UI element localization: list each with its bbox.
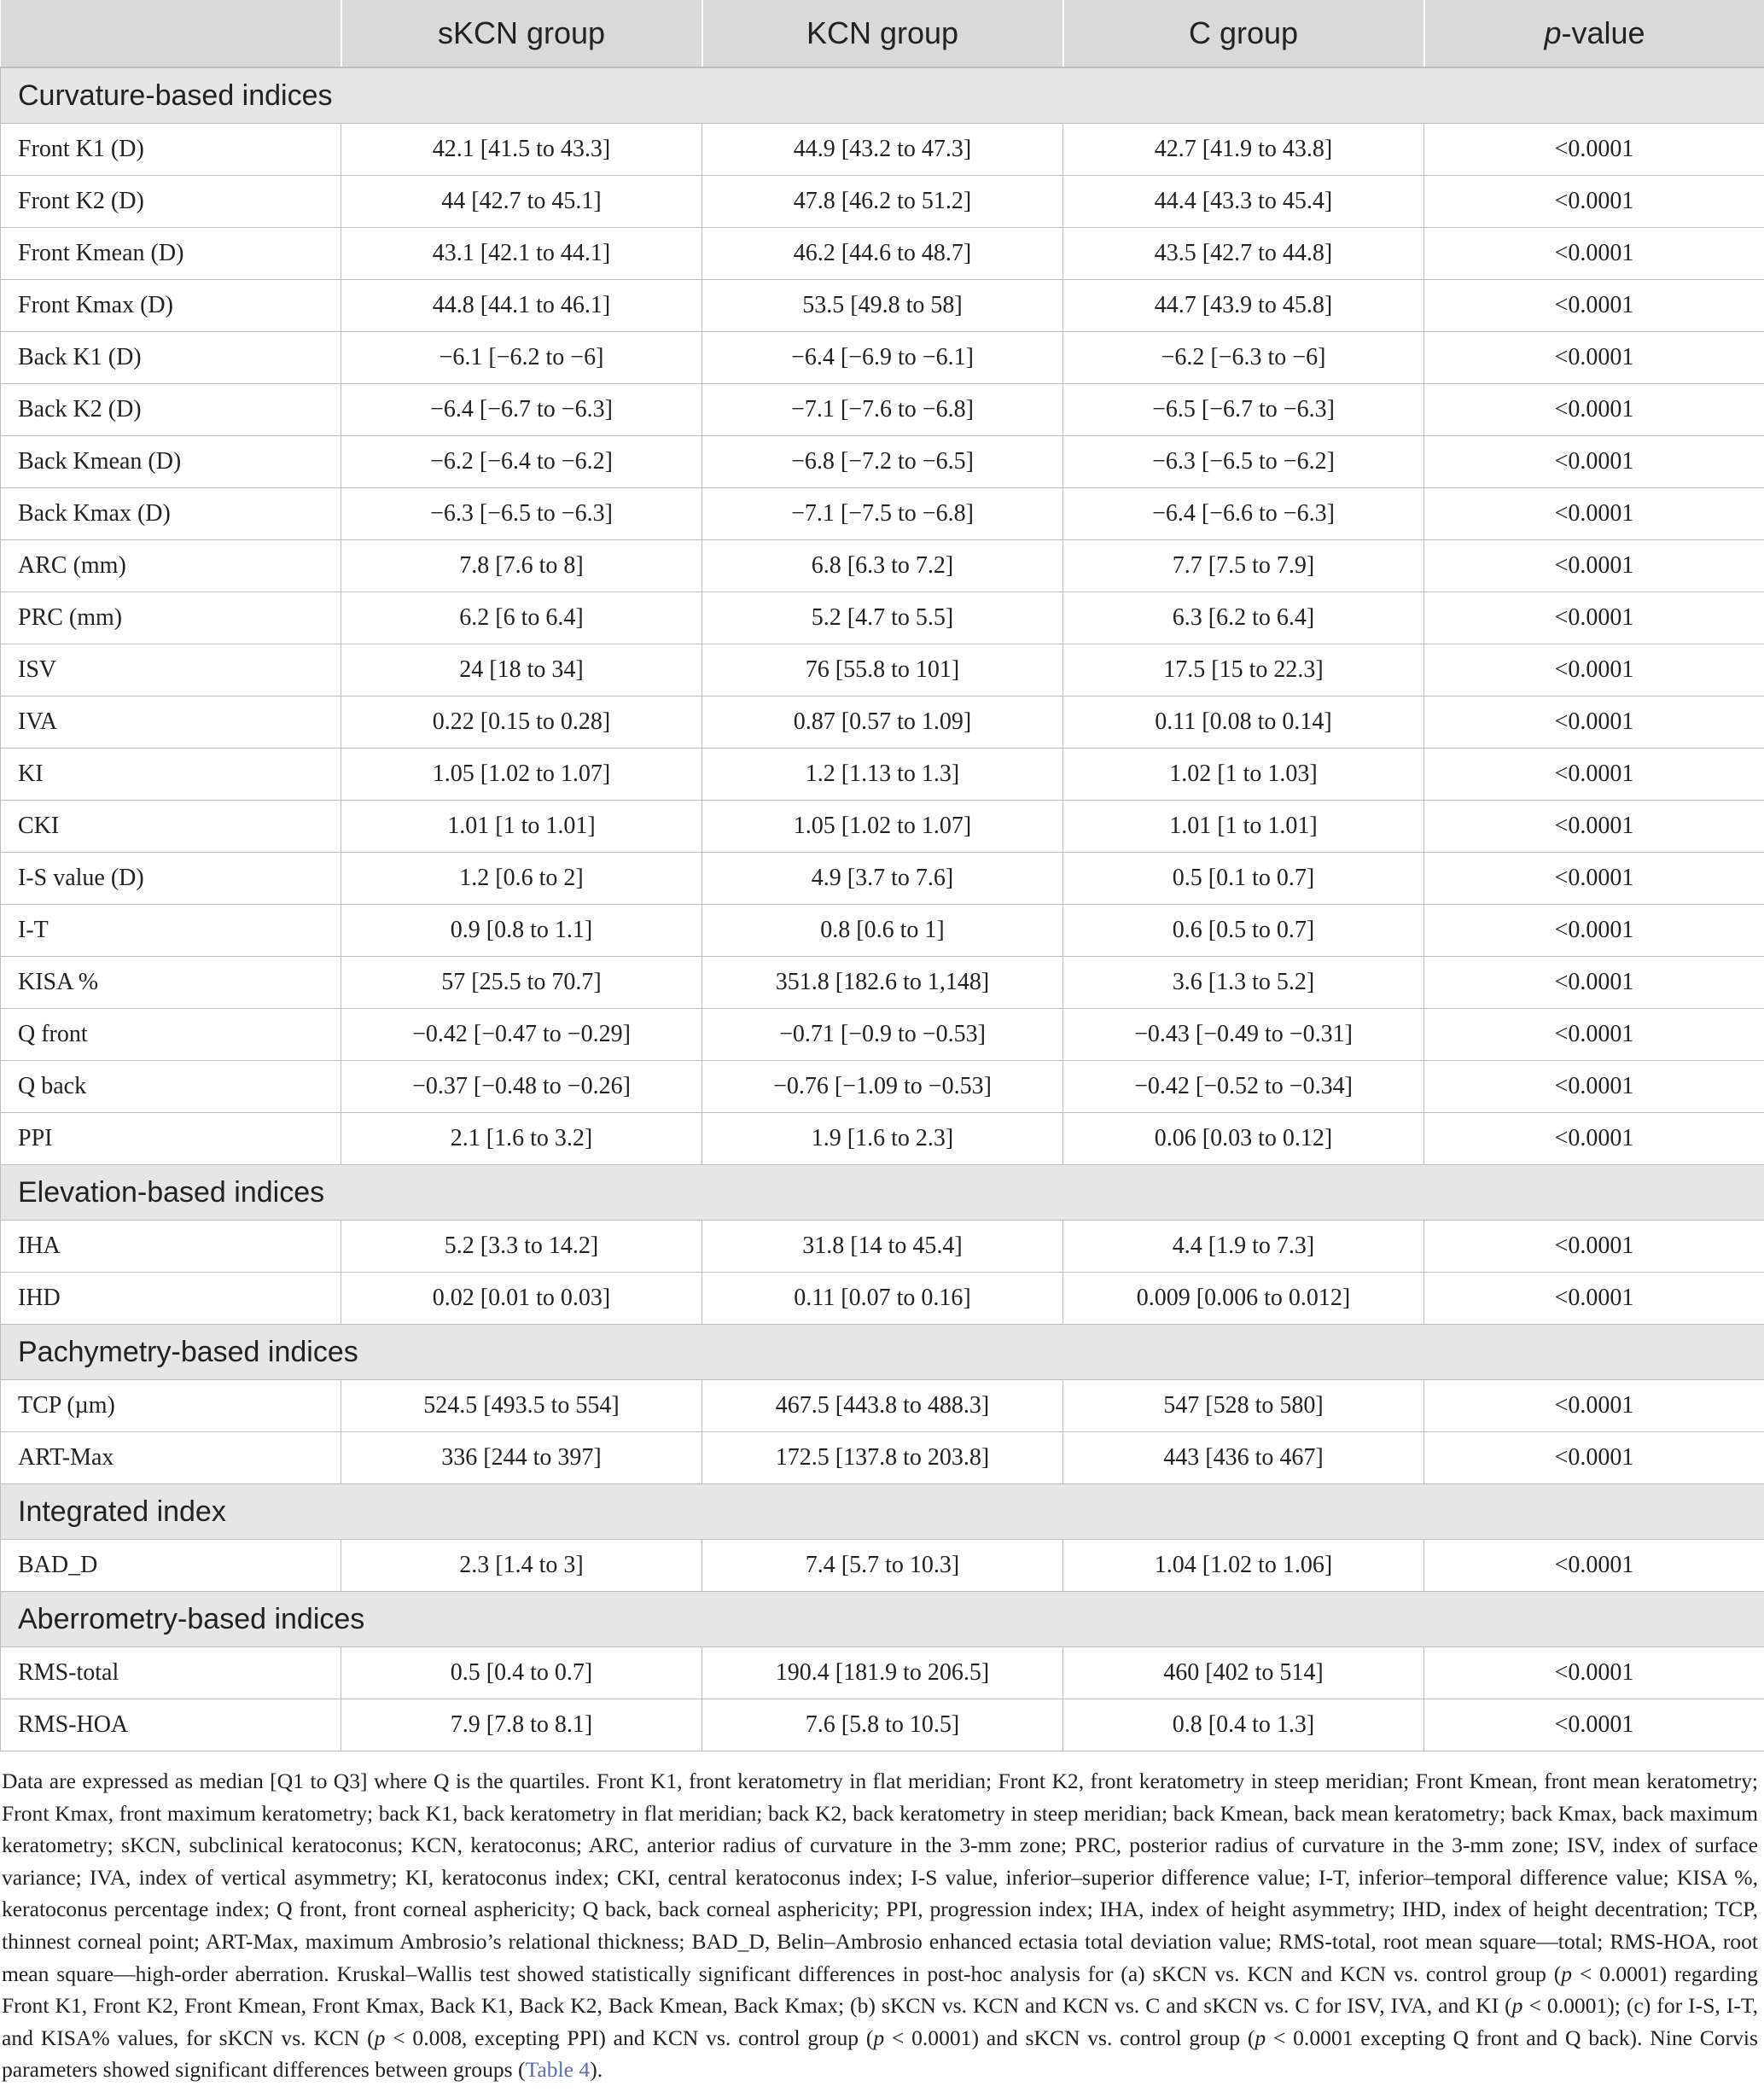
p-value-cell: <0.0001 <box>1424 1221 1764 1273</box>
c-group-cell: 43.5 [42.7 to 44.8] <box>1063 228 1424 280</box>
skcn-cell: 0.5 [0.4 to 0.7] <box>341 1647 702 1699</box>
kcn-cell: 0.11 [0.07 to 0.16] <box>702 1273 1063 1325</box>
table-row <box>1 124 1764 176</box>
c-group-cell: 6.3 [6.2 to 6.4] <box>1063 592 1424 644</box>
kcn-cell: −0.71 [−0.9 to −0.53] <box>702 1009 1063 1061</box>
footnote-text-6: < 0.0001 excepting Q front and Q back). Nine Corvis parameters showed significant differences between groups ( <box>2 2025 1758 2083</box>
skcn-cell: −0.37 [−0.48 to −0.26] <box>341 1061 702 1113</box>
table-footnote <box>2 1765 1758 2086</box>
kcn-cell: −0.76 [−1.09 to −0.53] <box>702 1061 1063 1113</box>
c-group-cell: −6.2 [−6.3 to −6] <box>1063 332 1424 384</box>
table-row <box>1 1009 1764 1061</box>
p-value-cell: <0.0001 <box>1424 749 1764 801</box>
p-value-cell: <0.0001 <box>1424 1540 1764 1592</box>
header-skcn-group: sKCN group <box>341 0 702 67</box>
skcn-cell: 43.1 [42.1 to 44.1] <box>341 228 702 280</box>
c-group-cell: −0.42 [−0.52 to −0.34] <box>1063 1061 1424 1113</box>
skcn-cell: −6.4 [−6.7 to −6.3] <box>341 384 702 436</box>
skcn-cell: 5.2 [3.3 to 14.2] <box>341 1221 702 1273</box>
skcn-cell: −6.3 [−6.5 to −6.3] <box>341 488 702 540</box>
parameter-cell: CKI <box>1 801 341 853</box>
c-group-cell: 0.009 [0.006 to 0.012] <box>1063 1273 1424 1325</box>
section-header-row <box>1 1165 1764 1221</box>
header-parameter <box>1 0 341 67</box>
c-group-cell: 7.7 [7.5 to 7.9] <box>1063 540 1424 592</box>
skcn-cell: 7.8 [7.6 to 8] <box>341 540 702 592</box>
p-value-cell: <0.0001 <box>1424 124 1764 176</box>
table-row <box>1 957 1764 1009</box>
c-group-cell: 44.4 [43.3 to 45.4] <box>1063 176 1424 228</box>
p-value-cell: <0.0001 <box>1424 1380 1764 1432</box>
kcn-cell: −7.1 [−7.6 to −6.8] <box>702 384 1063 436</box>
parameter-cell: Back Kmean (D) <box>1 436 341 488</box>
p-value-cell: <0.0001 <box>1424 1273 1764 1325</box>
p-value-cell: <0.0001 <box>1424 592 1764 644</box>
c-group-cell: 0.8 [0.4 to 1.3] <box>1063 1699 1424 1751</box>
footnote-text-1: Data are expressed as median [Q1 to Q3] where Q is the quartiles. Front K1, front keratometry in flat meridian; Front K2, front keratometry in steep meridian; Front Kmean, front mean keratometry; Front Kmax, front maximum keratometry; back K1, back keratometry in flat meridian; back K2, back keratometry in steep meridian; back Kmean, back mean keratometry; back Kmax, back maximum keratometry; sKCN, subclinical keratoconus; KCN, keratoconus; ARC, anterior radius of curvature in the 3-mm zone; PRC, posterior radius of curvature in the 3-mm zone; ISV, index of surface variance; IVA, index of vertical asymmetry; KI, keratoconus index; CKI, central keratoconus index; I-S value, inferior–superior difference value; I-T, inferior–temporal difference value; KISA %, keratoconus percentage index; Q front, front corneal asphericity; Q back, back corneal asphericity; PPI, progression index; IHA, index of height asymmetry; IHD, index of height decentration; TCP, thinnest corneal point; ART-Max, maximum Ambrosio’s relational thickness; BAD_D, Belin–Ambrosio enhanced ectasia total deviation value; RMS-total, root mean square—total; RMS-HOA, root mean square—high-order aberration. Kruskal–Wallis test showed statistically significant differences in post-hoc analysis for (a) sKCN vs. KCN and KCN vs. control group ( <box>2 1769 1758 1986</box>
kcn-cell: 0.8 [0.6 to 1] <box>702 905 1063 957</box>
c-group-cell: 1.04 [1.02 to 1.06] <box>1063 1540 1424 1592</box>
c-group-cell: −6.5 [−6.7 to −6.3] <box>1063 384 1424 436</box>
c-group-cell: −6.4 [−6.6 to −6.3] <box>1063 488 1424 540</box>
p-value-cell: <0.0001 <box>1424 176 1764 228</box>
table-row <box>1 1540 1764 1592</box>
c-group-cell: 0.11 [0.08 to 0.14] <box>1063 696 1424 749</box>
table-row <box>1 1380 1764 1432</box>
c-group-cell: −0.43 [−0.49 to −0.31] <box>1063 1009 1424 1061</box>
table-row <box>1 488 1764 540</box>
skcn-cell: −0.42 [−0.47 to −0.29] <box>341 1009 702 1061</box>
skcn-cell: 42.1 [41.5 to 43.3] <box>341 124 702 176</box>
skcn-cell: 57 [25.5 to 70.7] <box>341 957 702 1009</box>
p-value-cell: <0.0001 <box>1424 1699 1764 1751</box>
parameter-cell: Front K2 (D) <box>1 176 341 228</box>
table-row <box>1 1647 1764 1699</box>
footnote-text-7: ). <box>590 2057 603 2083</box>
p-value-cell: <0.0001 <box>1424 228 1764 280</box>
parameter-cell: IHA <box>1 1221 341 1273</box>
table-row <box>1 384 1764 436</box>
p-value-cell: <0.0001 <box>1424 332 1764 384</box>
kcn-cell: 5.2 [4.7 to 5.5] <box>702 592 1063 644</box>
header-p-word: value <box>1571 15 1645 50</box>
footnote-p-4: p <box>873 2025 885 2050</box>
skcn-cell: 7.9 [7.8 to 8.1] <box>341 1699 702 1751</box>
table-row <box>1 176 1764 228</box>
kcn-cell: 1.2 [1.13 to 1.3] <box>702 749 1063 801</box>
header-p-value <box>1424 0 1764 67</box>
skcn-cell: 6.2 [6 to 6.4] <box>341 592 702 644</box>
kcn-cell: 351.8 [182.6 to 1,148] <box>702 957 1063 1009</box>
c-group-cell: −6.3 [−6.5 to −6.2] <box>1063 436 1424 488</box>
table-row <box>1 1273 1764 1325</box>
header-kcn-group: KCN group <box>702 0 1063 67</box>
header-c-group: C group <box>1063 0 1424 67</box>
kcn-cell: 31.8 [14 to 45.4] <box>702 1221 1063 1273</box>
kcn-cell: −6.4 [−6.9 to −6.1] <box>702 332 1063 384</box>
p-value-cell: <0.0001 <box>1424 436 1764 488</box>
table-row <box>1 853 1764 905</box>
section-title: Elevation-based indices <box>1 1165 1764 1221</box>
c-group-cell: 4.4 [1.9 to 7.3] <box>1063 1221 1424 1273</box>
section-title: Pachymetry-based indices <box>1 1325 1764 1380</box>
kcn-cell: 172.5 [137.8 to 203.8] <box>702 1432 1063 1484</box>
p-value-cell: <0.0001 <box>1424 1061 1764 1113</box>
parameter-cell: TCP (µm) <box>1 1380 341 1432</box>
kcn-cell: −7.1 [−7.5 to −6.8] <box>702 488 1063 540</box>
table-row <box>1 1432 1764 1484</box>
p-value-cell: <0.0001 <box>1424 801 1764 853</box>
kcn-cell: 7.6 [5.8 to 10.5] <box>702 1699 1063 1751</box>
kcn-cell: 76 [55.8 to 101] <box>702 644 1063 696</box>
kcn-cell: 46.2 [44.6 to 48.7] <box>702 228 1063 280</box>
p-value-cell: <0.0001 <box>1424 488 1764 540</box>
section-title: Integrated index <box>1 1484 1764 1540</box>
skcn-cell: 1.05 [1.02 to 1.07] <box>341 749 702 801</box>
c-group-cell: 443 [436 to 467] <box>1063 1432 1424 1484</box>
footnote-text-5: < 0.0001) and sKCN vs. control group ( <box>884 2025 1255 2050</box>
kcn-cell: 1.9 [1.6 to 2.3] <box>702 1113 1063 1165</box>
p-value-cell: <0.0001 <box>1424 1009 1764 1061</box>
p-value-cell: <0.0001 <box>1424 853 1764 905</box>
kcn-cell: 0.87 [0.57 to 1.09] <box>702 696 1063 749</box>
p-value-cell: <0.0001 <box>1424 696 1764 749</box>
parameter-cell: PPI <box>1 1113 341 1165</box>
skcn-cell: 0.9 [0.8 to 1.1] <box>341 905 702 957</box>
parameter-cell: PRC (mm) <box>1 592 341 644</box>
kcn-cell: 53.5 [49.8 to 58] <box>702 280 1063 332</box>
parameter-cell: Back K1 (D) <box>1 332 341 384</box>
parameter-cell: Front Kmax (D) <box>1 280 341 332</box>
table-body <box>1 67 1764 1751</box>
parameter-cell: Back K2 (D) <box>1 384 341 436</box>
kcn-cell: 47.8 [46.2 to 51.2] <box>702 176 1063 228</box>
parameter-cell: BAD_D <box>1 1540 341 1592</box>
skcn-cell: 1.2 [0.6 to 2] <box>341 853 702 905</box>
footnote-text-2: < 0.0001) regarding Front K1, Front K2, Front Kmean, Front Kmax, Back K1, Back K2, Back Kmean, Back Kmax; (b) sKCN vs. KCN and KCN vs. C and sKCN vs. C for ISV, IVA, and KI ( <box>2 1961 1758 2019</box>
section-title: Curvature-based indices <box>1 67 1764 124</box>
parameter-cell: I-T <box>1 905 341 957</box>
parameter-cell: Front K1 (D) <box>1 124 341 176</box>
skcn-cell: 0.22 [0.15 to 0.28] <box>341 696 702 749</box>
footnote-p-1: p <box>1561 1961 1573 1986</box>
parameter-cell: Q front <box>1 1009 341 1061</box>
p-value-cell: <0.0001 <box>1424 280 1764 332</box>
skcn-cell: 524.5 [493.5 to 554] <box>341 1380 702 1432</box>
parameter-cell: ISV <box>1 644 341 696</box>
table-row <box>1 436 1764 488</box>
section-header-row <box>1 1592 1764 1647</box>
kcn-cell: 467.5 [443.8 to 488.3] <box>702 1380 1063 1432</box>
footnote-p-2: p <box>1511 1993 1523 2019</box>
parameter-cell: KI <box>1 749 341 801</box>
c-group-cell: 0.6 [0.5 to 0.7] <box>1063 905 1424 957</box>
c-group-cell: 547 [528 to 580] <box>1063 1380 1424 1432</box>
table-row <box>1 332 1764 384</box>
skcn-cell: 1.01 [1 to 1.01] <box>341 801 702 853</box>
p-value-cell: <0.0001 <box>1424 644 1764 696</box>
table-row <box>1 228 1764 280</box>
skcn-cell: 44.8 [44.1 to 46.1] <box>341 280 702 332</box>
parameter-cell: RMS-HOA <box>1 1699 341 1751</box>
table-row <box>1 1113 1764 1165</box>
table-row <box>1 1221 1764 1273</box>
skcn-cell: 44 [42.7 to 45.1] <box>341 176 702 228</box>
p-value-cell: <0.0001 <box>1424 384 1764 436</box>
table-row <box>1 1699 1764 1751</box>
table-row <box>1 592 1764 644</box>
p-value-cell: <0.0001 <box>1424 1113 1764 1165</box>
c-group-cell: 42.7 [41.9 to 43.8] <box>1063 124 1424 176</box>
header-p-dash: - <box>1561 15 1572 50</box>
parameter-cell: Front Kmean (D) <box>1 228 341 280</box>
parameter-cell: RMS-total <box>1 1647 341 1699</box>
parameter-cell: ART-Max <box>1 1432 341 1484</box>
skcn-cell: −6.1 [−6.2 to −6] <box>341 332 702 384</box>
header-p-italic: p <box>1544 15 1562 50</box>
c-group-cell: 17.5 [15 to 22.3] <box>1063 644 1424 696</box>
skcn-cell: 24 [18 to 34] <box>341 644 702 696</box>
p-value-cell: <0.0001 <box>1424 540 1764 592</box>
c-group-cell: 0.5 [0.1 to 0.7] <box>1063 853 1424 905</box>
kcn-cell: 1.05 [1.02 to 1.07] <box>702 801 1063 853</box>
c-group-cell: 0.06 [0.03 to 0.12] <box>1063 1113 1424 1165</box>
p-value-cell: <0.0001 <box>1424 957 1764 1009</box>
kcn-cell: 190.4 [181.9 to 206.5] <box>702 1647 1063 1699</box>
table-row <box>1 905 1764 957</box>
footnote-p-3: p <box>374 2025 386 2050</box>
parameter-cell: IHD <box>1 1273 341 1325</box>
skcn-cell: 0.02 [0.01 to 0.03] <box>341 1273 702 1325</box>
p-value-cell: <0.0001 <box>1424 905 1764 957</box>
section-header-row <box>1 1484 1764 1540</box>
c-group-cell: 44.7 [43.9 to 45.8] <box>1063 280 1424 332</box>
skcn-cell: 2.1 [1.6 to 3.2] <box>341 1113 702 1165</box>
kcn-cell: 44.9 [43.2 to 47.3] <box>702 124 1063 176</box>
table-row <box>1 540 1764 592</box>
table-row <box>1 801 1764 853</box>
footnote-text-3: < 0.0001); (c) for I-S, I-T, and KISA% values, for sKCN vs. KCN ( <box>2 1993 1758 2050</box>
p-value-cell: <0.0001 <box>1424 1432 1764 1484</box>
table-row <box>1 1061 1764 1113</box>
skcn-cell: −6.2 [−6.4 to −6.2] <box>341 436 702 488</box>
c-group-cell: 1.02 [1 to 1.03] <box>1063 749 1424 801</box>
parameter-cell: Q back <box>1 1061 341 1113</box>
parameter-cell: KISA % <box>1 957 341 1009</box>
kcn-cell: 4.9 [3.7 to 7.6] <box>702 853 1063 905</box>
kcn-cell: 7.4 [5.7 to 10.3] <box>702 1540 1063 1592</box>
parameter-cell: I-S value (D) <box>1 853 341 905</box>
table-row <box>1 644 1764 696</box>
parameter-cell: IVA <box>1 696 341 749</box>
kcn-cell: 6.8 [6.3 to 7.2] <box>702 540 1063 592</box>
kcn-cell: −6.8 [−7.2 to −6.5] <box>702 436 1063 488</box>
table-row <box>1 280 1764 332</box>
table-4-link[interactable]: Table 4 <box>525 2057 591 2083</box>
parameter-cell: ARC (mm) <box>1 540 341 592</box>
footnote-p-5: p <box>1255 2025 1266 2050</box>
section-title: Aberrometry-based indices <box>1 1592 1764 1647</box>
c-group-cell: 460 [402 to 514] <box>1063 1647 1424 1699</box>
c-group-cell: 1.01 [1 to 1.01] <box>1063 801 1424 853</box>
p-value-cell: <0.0001 <box>1424 1647 1764 1699</box>
header-row <box>1 0 1764 67</box>
footnote-text-4: < 0.008, excepting PPI) and KCN vs. control group ( <box>385 2025 874 2050</box>
section-header-row <box>1 67 1764 124</box>
section-header-row <box>1 1325 1764 1380</box>
skcn-cell: 2.3 [1.4 to 3] <box>341 1540 702 1592</box>
parameter-cell: Back Kmax (D) <box>1 488 341 540</box>
skcn-cell: 336 [244 to 397] <box>341 1432 702 1484</box>
table-row <box>1 696 1764 749</box>
c-group-cell: 3.6 [1.3 to 5.2] <box>1063 957 1424 1009</box>
table-row <box>1 749 1764 801</box>
